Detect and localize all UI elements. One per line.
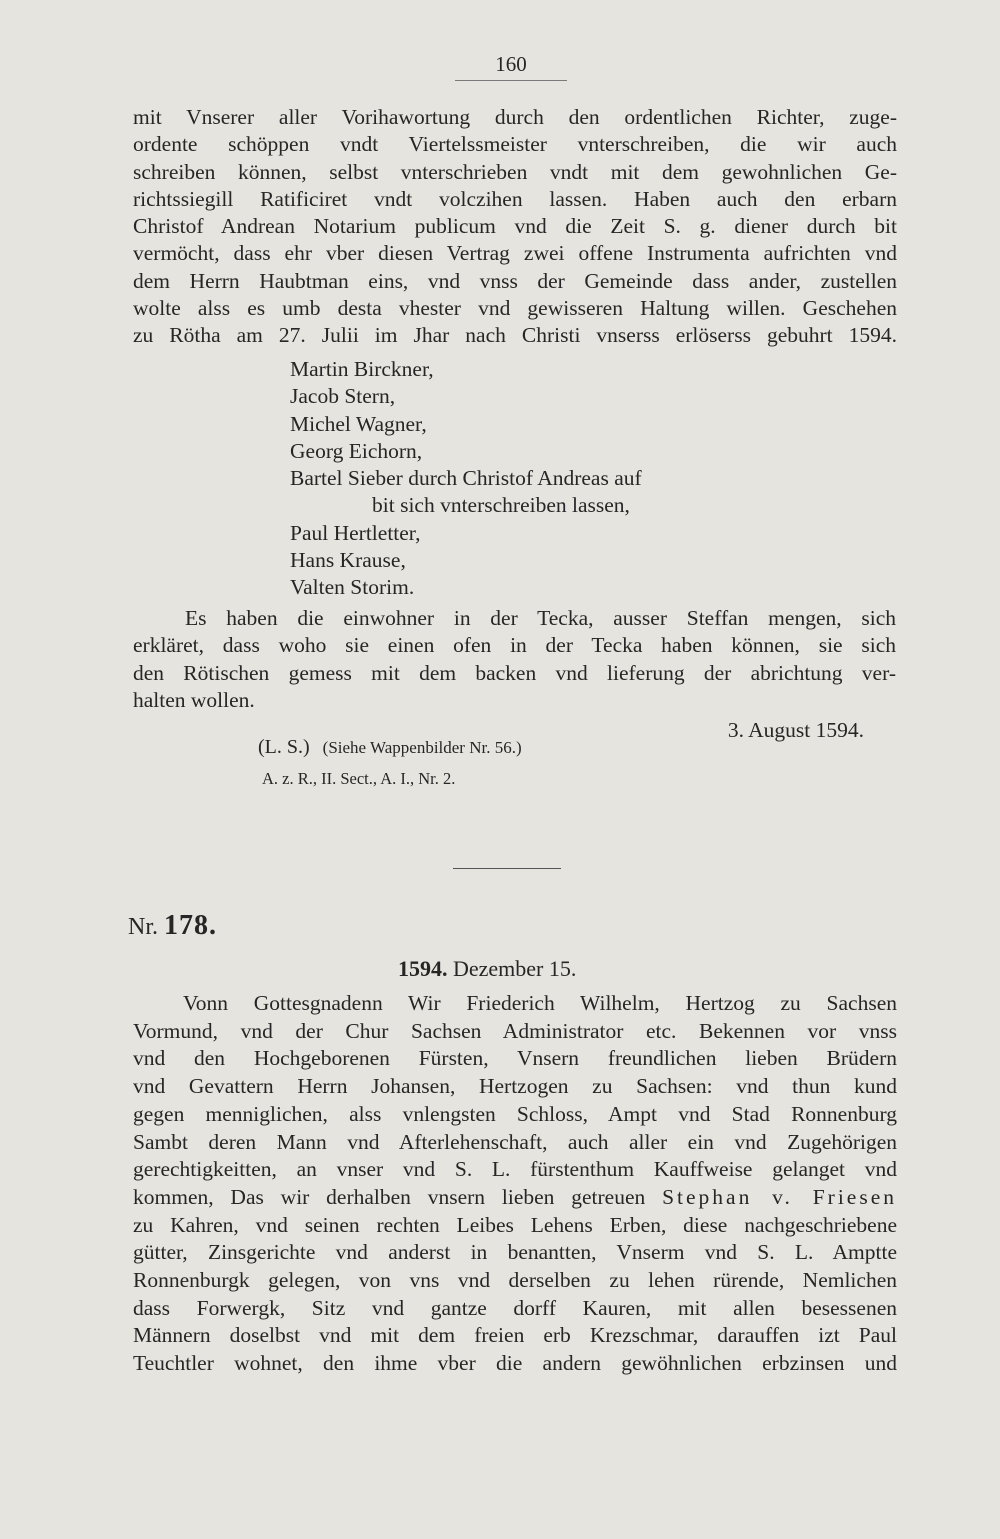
text-line: Christof Andrean Notarium publicum vnd die Zeit S. g. diener durch bit [133, 214, 897, 239]
signer-note: bit sich vnterschreiben lassen, [372, 493, 630, 518]
continuation-paragraph [133, 104, 897, 350]
text-line: dem Herrn Haubtman eins, vnd vnss der Gemeinde dass ander, zustellen [133, 268, 897, 293]
seal-note: (Siehe Wappenbilder Nr. 56.) [322, 738, 522, 757]
person-name: Stephan v. Friesen [662, 1184, 898, 1209]
text-line: Es haben die einwohner in der Tecka, ausser Steffan mengen, sich [185, 606, 896, 630]
charter-paragraph [133, 990, 897, 1378]
text-line: erkläret, dass woho sie einen ofen in der Tecka haben können, sie sich [133, 633, 896, 658]
nr-label: Nr. [128, 914, 158, 940]
text-line: vnd Gevattern Herrn Johansen, Hertzogen zu Sachsen: vnd thun kund [133, 1074, 897, 1099]
signer-name: Paul Hertletter, [290, 520, 421, 545]
signer-name: Valten Storim. [290, 575, 415, 600]
text-line: schreiben können, selbst vnterschrieben vndt mit dem gewohnlichen Ge- [133, 159, 897, 184]
signer-name: Georg Eichorn, [290, 438, 423, 463]
text-line: Vormund, vnd der Chur Sachsen Administrator etc. Bekennen vor vnss [133, 1018, 897, 1043]
signer-name: Jacob Stern, [290, 384, 396, 409]
text-line: dass Forwergk, Sitz vnd gantze dorff Kauren, mit allen besessenen [133, 1295, 897, 1320]
text-line: Teuchtler wohnet, den ihme vber die andern gewöhnlichen erbzinsen und [133, 1351, 897, 1376]
text-line: ordente schöppen vndt Viertelssmeister vnterschreiben, die wir auch [133, 132, 897, 157]
text-line: Ronnenburgk gelegen, von vns vnd derselben zu lehen rürende, Nemlichen [133, 1268, 897, 1293]
text-line: zu Rötha am 27. Julii im Jhar nach Christi vnserss erlöserss gebuhrt 1594. [133, 323, 897, 348]
text-line: gerechtigkeitten, an vnser vnd S. L. fürstenthum Kauffweise gelanget vnd [133, 1157, 897, 1182]
text-line: halten wollen. [133, 687, 255, 712]
page-number: 160 [495, 52, 527, 76]
archive-reference: A. z. R., II. Sect., A. I., Nr. 2. [262, 769, 456, 788]
text-line: Männern doselbst vnd mit dem freien erb Krezschmar, darauffen izt Paul [133, 1323, 897, 1348]
text-line [133, 1184, 897, 1212]
date-year: 1594. [398, 956, 448, 981]
seal-mark: (L. S.) [258, 736, 310, 758]
section-divider [453, 868, 561, 869]
text-line: Sambt deren Mann vnd Afterlehenschaft, auch aller ein vnd Zugehörigen [133, 1129, 897, 1154]
text-line: vermöcht, dass ehr vber diesen Vertrag zwei offene Instrumenta aufrichten vnd [133, 241, 897, 266]
tecka-paragraph [133, 605, 896, 714]
text-line: richtssiegill Ratificiret vndt volczihen lassen. Haben auch den erbarn [133, 186, 897, 211]
header-rule [455, 80, 567, 81]
document-date: 3. August 1594. [727, 718, 864, 742]
document-number-heading [128, 910, 217, 942]
signer-name: Martin Birckner, [290, 357, 434, 381]
nr-number: 178. [164, 910, 217, 941]
section-date [398, 956, 576, 982]
date-rest: Dezember 15. [453, 956, 577, 981]
signers-list [290, 356, 642, 602]
signer-name: Hans Krause, [290, 548, 406, 573]
text-line: wolte alss es umb desta vhester vnd gewisseren Haltung willen. Geschehen [133, 296, 897, 321]
text-line: vnd den Hochgeborenen Fürsten, Vnsern freundlichen lieben Brüdern [133, 1046, 897, 1071]
signer-name: Michel Wagner, [290, 411, 427, 436]
text-line: mit Vnserer aller Vorihawortung durch den ordentlichen Richter, zuge- [133, 105, 897, 129]
text-line: Vonn Gottesgnadenn Wir Friederich Wilhelm, Hertzog zu Sachsen [183, 991, 897, 1015]
text-line: gütter, Zinsgerichte vnd anderst in benantten, Vnserm vnd S. L. Amptte [133, 1240, 897, 1265]
seal-line [258, 736, 522, 759]
line-text: kommen, Das wir derhalben vnsern lieben getreuen [133, 1184, 646, 1209]
text-line: gegen menniglichen, alss vnlengsten Schloss, Ampt vnd Stad Ronnenburg [133, 1101, 897, 1126]
text-line: zu Kahren, vnd seinen rechten Leibes Lehens Erben, diese nachgeschriebene [133, 1212, 897, 1237]
signer-name: Bartel Sieber durch Christof Andreas auf [290, 466, 642, 491]
text-line: den Rötischen gemess mit dem backen vnd lieferung der abrichtung ver- [133, 660, 896, 685]
